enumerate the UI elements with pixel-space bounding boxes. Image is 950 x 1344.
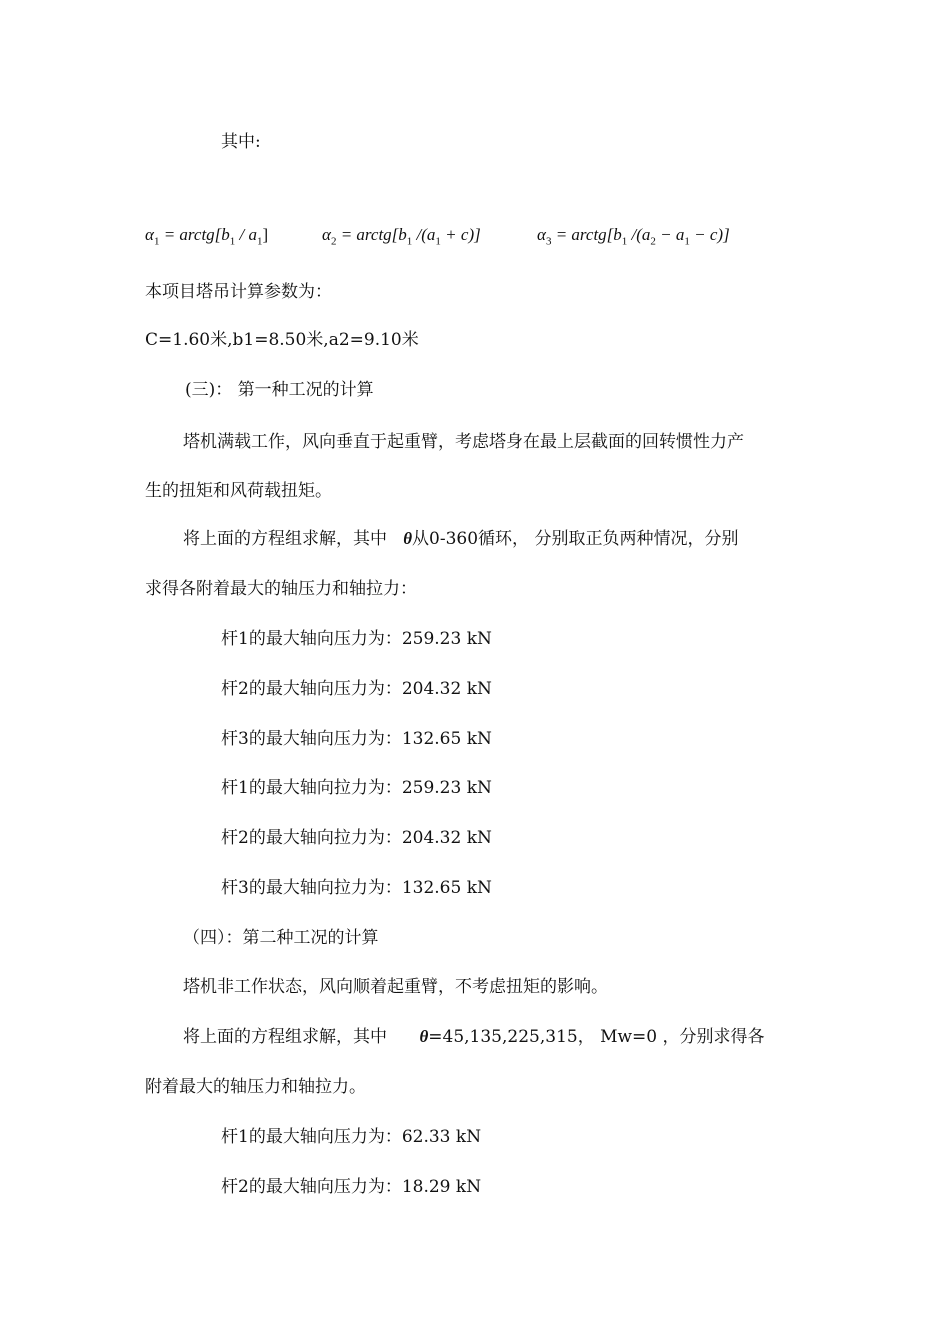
case2-result: 杆2的最大轴向压力为：18.29 kN [221, 1177, 482, 1197]
case1-desc-line2: 生的扭矩和风荷载扭矩。 [145, 481, 332, 501]
formula-alpha-1: $\alpha_1$ = $arctg[b_1 / a_1]$ [145, 225, 269, 248]
theta-symbol: θ [403, 529, 413, 548]
case1-solve-line2: 求得各附着最大的轴压力和轴拉力： [145, 579, 417, 599]
case1-result: 杆2的最大轴向压力为：204.32 kN [221, 679, 492, 699]
formula-alpha-3: $\alpha_3$ = $arctg[b_1$ $/(a_2 - a_1 - c)$] [537, 225, 730, 248]
case1-result: 杆3的最大轴向压力为：132.65 kN [221, 729, 492, 749]
case2-result: 杆1的最大轴向压力为：62.33 kN [221, 1127, 482, 1147]
case2-solve-line2: 附着最大的轴压力和轴拉力。 [145, 1077, 366, 1097]
intro-text: 其中: [221, 132, 261, 152]
params-heading: 本项目塔吊计算参数为： [145, 282, 332, 302]
case1-result: 杆2的最大轴向拉力为：204.32 kN [221, 828, 492, 848]
case2-desc: 塔机非工作状态，风向顺着起重臂，不考虑扭矩的影响。 [183, 977, 608, 997]
case1-solve-line1: 将上面的方程组求解，其中 θ从0-360循环， 分别取正负两种情况，分别 [183, 529, 739, 549]
case1-heading: (三)： 第一种工况的计算 [185, 380, 374, 400]
case1-result: 杆3的最大轴向拉力为：132.65 kN [221, 878, 492, 898]
formula-alpha-2: $\alpha_2$ = $arctg[b_1$ $/(a_1 + c)$] [322, 225, 481, 248]
case1-result: 杆1的最大轴向压力为：259.23 kN [221, 629, 492, 649]
case1-desc-line1: 塔机满载工作，风向垂直于起重臂，考虑塔身在最上层截面的回转惯性力产 [183, 432, 744, 452]
case2-solve-line1: 将上面的方程组求解，其中 θ=45,135,225,315， Mw=0 ，分别求得各 [183, 1027, 765, 1047]
params-values: C=1.60米,b1=8.50米,a2=9.10米 [145, 330, 419, 350]
case2-heading: （四）：第二种工况的计算 [183, 928, 379, 948]
case1-result: 杆1的最大轴向拉力为：259.23 kN [221, 778, 492, 798]
theta-symbol: θ [419, 1027, 429, 1046]
